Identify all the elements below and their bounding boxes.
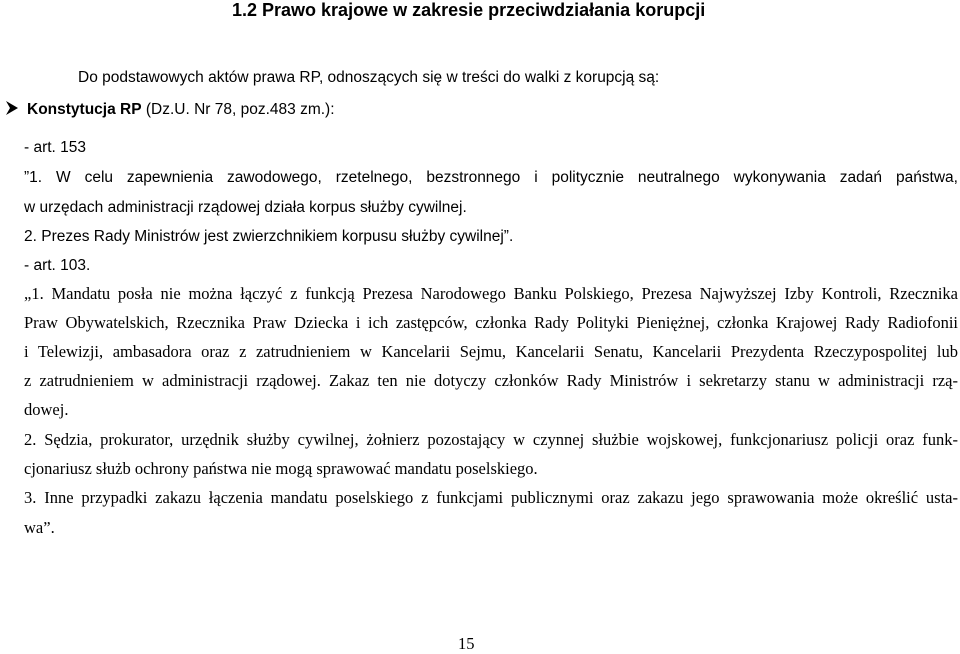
intro-text: Do podstawowych aktów prawa RP, odnoszących się w treści do walki z korupcją są: — [78, 69, 660, 86]
article-103-line: 3. Inne przypadki zakazu łączenia mandatu poselskiego z funkcjami publicznymi oraz zakazu jego sprawowania może określić usta- — [24, 488, 958, 507]
article-103-label: - art. 103. — [24, 257, 91, 274]
article-153-label: - art. 153 — [24, 139, 87, 156]
article-153-para1-line2: w urzędach administracji rządowej działa korpus służby cywilnej. — [24, 199, 467, 216]
section-heading: 1.2 Prawo krajowe w zakresie przeciwdziałania korupcji — [232, 0, 706, 20]
article-103-line: wa”. — [24, 518, 55, 537]
article-103-line: cjonariusz służb ochrony państwa nie mogą sprawować mandatu poselskiego. — [24, 459, 538, 478]
article-103-line: z zatrudnieniem w administracji rządowej. Zakaz ten nie dotyczy członków Rady Ministrów i sekretarzy stanu w administracji rzą- — [24, 371, 958, 390]
article-153-para2: 2. Prezes Rady Ministrów jest zwierzchnikiem korpusu służby cywilnej”. — [24, 228, 514, 245]
article-103-line: „1. Mandatu posła nie można łączyć z funkcją Prezesa Narodowego Banku Polskiego, Prezesa Najwyższej Izby Kontroli, Rzecznika — [24, 284, 958, 303]
arrow-bullet-icon — [5, 100, 19, 116]
article-103-line: dowej. — [24, 400, 69, 419]
article-153-para1-line1: ”1. W celu zapewnienia zawodowego, rzetelnego, bezstronnego i politycznie neutralnego wykonywania zadań państwa, — [24, 169, 958, 186]
article-103-line: 2. Sędzia, prokurator, urzędnik służby cywilnej, żołnierz pozostający w czynnej służbie wojskowej, funkcjonariusz policji oraz funk- — [24, 430, 958, 449]
constitution-reference — [27, 101, 335, 119]
article-103-line: Praw Obywatelskich, Rzecznika Praw Dziecka i ich zastępców, członka Rady Polityki Pieniężnej, członka Krajowej Rady Radiofonii — [24, 313, 958, 332]
constitution-name: Konstytucja RP — [27, 101, 142, 118]
article-103-line: i Telewizji, ambasadora oraz z zatrudnieniem w Kancelarii Sejmu, Kancelarii Senatu, Kancelarii Prezydenta Rzeczypospolitej lub — [24, 342, 958, 361]
constitution-citation: (Dz.U. Nr 78, poz.483 zm.): — [141, 101, 335, 118]
page-number: 15 — [458, 634, 475, 653]
